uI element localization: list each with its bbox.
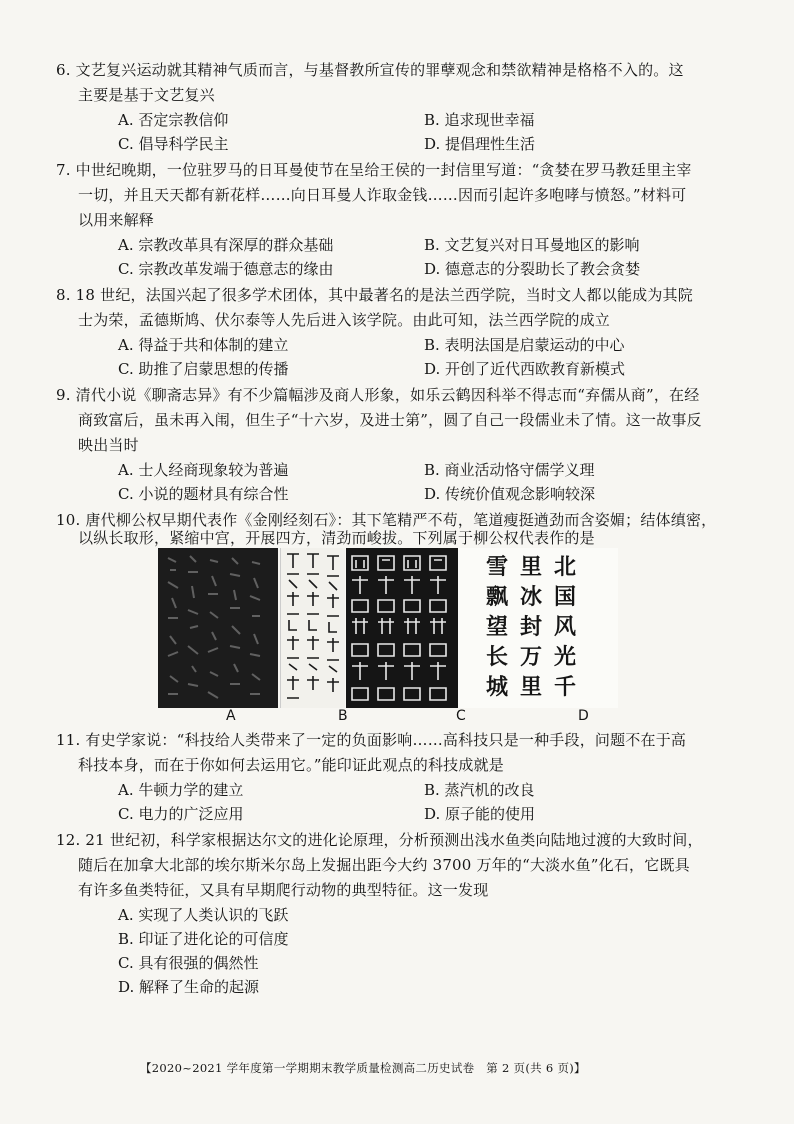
q11-option-a: A. 牛顿力学的建立 xyxy=(118,781,244,799)
q6-option-a: A. 否定宗教信仰 xyxy=(118,111,229,129)
q11-stem-line1: 11. 有史学家说：“科技给人类带来了一定的负面影响……高科技只是一种手段，问题不在于高 xyxy=(56,731,687,749)
q9-stem-line1: 9. 清代小说《聊斋志异》有不少篇幅涉及商人形象，如乐云鹤因科举不得志而“弃儒从商”，在经 xyxy=(56,386,700,404)
q7-stem-line3: 以用来解释 xyxy=(78,211,155,229)
q8-stem-line1: 8. 18 世纪，法国兴起了很多学术团体，其中最著名的是法兰西学院，当时文人都以能成为其院 xyxy=(56,286,693,304)
q12-option-a: A. 实现了人类认识的飞跃 xyxy=(118,906,289,924)
q8-stem-line2: 士为荣，孟德斯鸠、伏尔泰等人先后进入该学院。由此可知，法兰西学院的成立 xyxy=(78,311,611,329)
q9-option-b: B. 商业活动恪守儒学义理 xyxy=(424,461,595,479)
q6-option-c: C. 倡导科学民主 xyxy=(118,135,229,153)
q7-stem-line2: 一切，并且天天都有新花样……向日耳曼人诈取金钱……因而引起许多咆哮与愤怒。”材料可 xyxy=(78,186,687,204)
figure-label-a: A xyxy=(226,708,236,724)
q12-option-d: D. 解释了生命的起源 xyxy=(118,978,260,996)
q8-option-d: D. 开创了近代西欧教育新模式 xyxy=(424,360,626,378)
figure-d-characters: 雪里北 飘冰国 望封风 长万光 城里千 xyxy=(485,554,589,700)
q8-option-b: B. 表明法国是启蒙运动的中心 xyxy=(424,336,625,354)
q7-option-a: A. 宗教改革具有深厚的群众基础 xyxy=(118,236,334,254)
q9-option-a: A. 士人经商现象较为普遍 xyxy=(118,461,289,479)
q12-option-b: B. 印证了进化论的可信度 xyxy=(118,930,289,948)
q10-stem-line2: 以纵长取形，紧缩中宫，开展四方，清劲而峻拔。下列属于柳公权代表作的是 xyxy=(78,529,595,547)
q10-stem-line1: 10. 唐代柳公权早期代表作《金刚经刻石》：其下笔精严不苟，笔道瘦挺遒劲而含姿媚；结体缜密， xyxy=(56,511,717,529)
q9-option-d: D. 传统价值观念影响较深 xyxy=(424,485,596,503)
figure-label-d: D xyxy=(578,708,589,724)
q7-stem-line1: 7. 中世纪晚期，一位驻罗马的日耳曼使节在呈给王侯的一封信里写道：“贪婪在罗马教廷里主宰 xyxy=(56,161,692,179)
q8-option-a: A. 得益于共和体制的建立 xyxy=(118,336,289,354)
q6-stem-line2: 主要是基于文艺复兴 xyxy=(78,86,215,104)
q12-stem-line1: 12. 21 世纪初，科学家根据达尔文的进化论原理，分析预测出浅水鱼类向陆地过渡的大致时间， xyxy=(56,831,703,849)
calligraphy-figure-b xyxy=(280,548,345,708)
calligraphy-figures xyxy=(158,548,662,708)
regular-script-columns-b xyxy=(281,548,345,708)
page-footer: 【2020~2021 学年度第一学期期末教学质量检测高二历史试卷 第 2 页(共 6 页)】 xyxy=(140,1061,586,1075)
q6-option-d: D. 提倡理性生活 xyxy=(424,135,536,153)
q7-option-d: D. 德意志的分裂助长了教会贪婪 xyxy=(424,260,641,278)
q7-option-b: B. 文艺复兴对日耳曼地区的影响 xyxy=(424,236,640,254)
q6-option-b: B. 追求现世幸福 xyxy=(424,111,535,129)
q9-stem-line3: 映出当时 xyxy=(78,436,139,454)
q7-option-c: C. 宗教改革发端于德意志的缘由 xyxy=(118,260,334,278)
rubbing-texture-a xyxy=(158,548,278,708)
q12-stem-line2: 随后在加拿大北部的埃尔斯米尔岛上发掘出距今大约 3700 万年的“大淡水鱼”化石，它既具 xyxy=(78,856,690,874)
q9-option-c: C. 小说的题材具有综合性 xyxy=(118,485,289,503)
figure-label-c: C xyxy=(456,708,466,724)
q9-stem-line2: 商致富后，虽未再入闱，但生子“十六岁，及进士第”，圆了自己一段儒业未了情。这一故事反 xyxy=(78,411,702,429)
q11-option-b: B. 蒸汽机的改良 xyxy=(424,781,535,799)
q12-option-c: C. 具有很强的偶然性 xyxy=(118,954,259,972)
seal-script-rubbing-c xyxy=(346,548,458,708)
q11-option-d: D. 原子能的使用 xyxy=(424,805,536,823)
figure-label-b: B xyxy=(338,708,348,724)
calligraphy-figure-a xyxy=(158,548,278,708)
q11-option-c: C. 电力的广泛应用 xyxy=(118,805,244,823)
calligraphy-figure-c xyxy=(346,548,458,708)
q11-stem-line2: 科技本身，而在于你如何去运用它。”能印证此观点的科技成就是 xyxy=(78,756,504,774)
q6-stem-line1: 6. 文艺复兴运动就其精神气质而言，与基督教所宣传的罪孽观念和禁欲精神是格格不入的。这 xyxy=(56,61,684,79)
calligraphy-figure-d xyxy=(458,548,618,708)
q12-stem-line3: 有许多鱼类特征，又具有早期爬行动物的典型特征。这一发现 xyxy=(78,881,489,899)
q8-option-c: C. 助推了启蒙思想的传播 xyxy=(118,360,289,378)
